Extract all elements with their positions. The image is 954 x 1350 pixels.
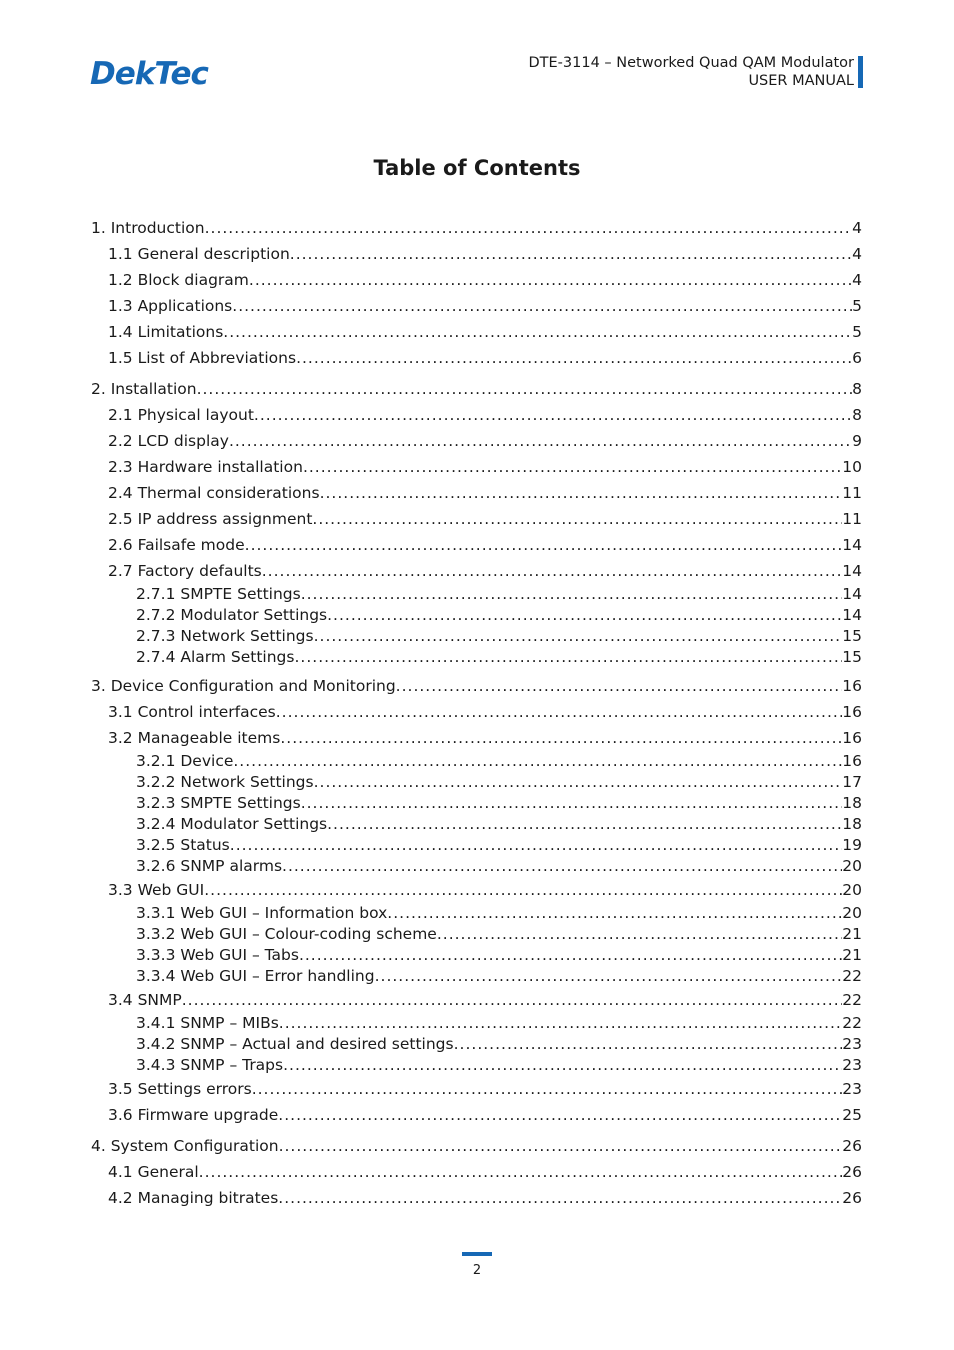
toc-entry-page: 14 <box>842 606 862 624</box>
toc-entry-title: 3.5 Settings errors <box>108 1080 252 1098</box>
toc-entry-page: 4 <box>852 245 862 263</box>
toc-entry-title: 3.3.3 Web GUI – Tabs <box>136 946 299 964</box>
header-product-line: DTE-3114 – Networked Quad QAM Modulator <box>528 55 854 71</box>
logo-text: DekTec <box>90 56 208 88</box>
toc-entry-title: 3.2.3 SMPTE Settings <box>136 794 301 812</box>
toc-entry-title: 2.6 Failsafe mode <box>108 536 245 554</box>
toc-entry-title: 3.4.1 SNMP – MIBs <box>136 1014 279 1032</box>
toc-entry-title: 3.6 Firmware upgrade <box>108 1106 279 1124</box>
toc-entry-level-1[interactable] <box>91 215 862 241</box>
dot-leader <box>327 814 842 835</box>
toc-entry-level-3[interactable] <box>91 856 862 877</box>
toc-entry-level-2[interactable] <box>91 428 862 454</box>
toc-entry-page: 5 <box>852 323 862 341</box>
toc-entry-page: 10 <box>842 458 862 476</box>
dot-leader <box>230 835 843 856</box>
toc-entry-level-3[interactable] <box>91 1013 862 1034</box>
dot-leader <box>375 966 843 987</box>
toc-entry-title: 3.4.3 SNMP – Traps <box>136 1056 284 1074</box>
toc-entry-page: 26 <box>842 1163 862 1181</box>
toc-entry-page: 4 <box>852 219 862 237</box>
toc-entry-level-2[interactable] <box>91 987 862 1013</box>
dot-leader <box>396 673 843 699</box>
toc-entry-title: 2.3 Hardware installation <box>108 458 303 476</box>
dot-leader <box>278 1185 842 1211</box>
dot-leader <box>303 454 842 480</box>
dot-leader <box>276 699 843 725</box>
toc-entry-level-2[interactable] <box>91 725 862 751</box>
toc-entry-level-2[interactable] <box>91 267 862 293</box>
toc-entry-title: 2.7.4 Alarm Settings <box>136 648 295 666</box>
toc-entry-level-2[interactable] <box>91 345 862 371</box>
toc-entry-title: 3.2.6 SNMP alarms <box>136 857 283 875</box>
toc-entry-page: 26 <box>842 1137 862 1155</box>
toc-entry-level-3[interactable] <box>91 814 862 835</box>
toc-entry-title: 4.1 General <box>108 1163 199 1181</box>
toc-entry-level-1[interactable] <box>91 673 862 699</box>
dot-leader <box>223 319 852 345</box>
toc-entry-level-3[interactable] <box>91 1034 862 1055</box>
toc-entry-level-2[interactable] <box>91 293 862 319</box>
dot-leader <box>199 1159 843 1185</box>
toc-entry-title: 3.4.2 SNMP – Actual and desired settings <box>136 1035 454 1053</box>
dot-leader <box>182 987 843 1013</box>
toc-entry-level-3[interactable] <box>91 1055 862 1076</box>
dot-leader <box>233 751 842 772</box>
header-manual-line: USER MANUAL <box>748 73 854 89</box>
toc-entry-page: 20 <box>842 904 862 922</box>
toc-entry-level-2[interactable] <box>91 241 862 267</box>
toc-entry-level-2[interactable] <box>91 1076 862 1102</box>
toc-entry-page: 14 <box>842 585 862 603</box>
toc-entry-title: 3.4 SNMP <box>108 991 182 1009</box>
dot-leader <box>229 428 852 454</box>
header-accent-bar <box>858 56 863 88</box>
toc-entry-page: 23 <box>842 1035 862 1053</box>
dot-leader <box>301 793 843 814</box>
toc-entry-level-2[interactable] <box>91 532 862 558</box>
toc-entry-page: 5 <box>852 297 862 315</box>
dot-leader <box>290 241 852 267</box>
dot-leader <box>282 856 842 877</box>
toc-entry-level-3[interactable] <box>91 924 862 945</box>
dot-leader <box>252 1076 843 1102</box>
toc-entry-title: 1.5 List of Abbreviations <box>108 349 297 367</box>
dot-leader <box>249 267 852 293</box>
dot-leader <box>278 1102 842 1128</box>
toc-entry-level-3[interactable] <box>91 835 862 856</box>
toc-entry-page: 14 <box>842 536 862 554</box>
toc-entry-title: 2. Installation <box>91 380 197 398</box>
toc-entry-title: 1.4 Limitations <box>108 323 224 341</box>
page-title: Table of Contents <box>373 156 581 180</box>
toc-entry-level-3[interactable] <box>91 903 862 924</box>
toc-entry-level-2[interactable] <box>91 1102 862 1128</box>
dektec-logo <box>90 56 220 88</box>
dot-leader <box>320 480 843 506</box>
toc-entry-title: 2.4 Thermal considerations <box>108 484 320 502</box>
toc-entry-page: 16 <box>842 703 862 721</box>
toc-entry-level-3[interactable] <box>91 751 862 772</box>
toc-entry-level-1[interactable] <box>91 376 862 402</box>
toc-entry-page: 6 <box>852 349 862 367</box>
toc-entry-title: 3.2.1 Device <box>136 752 234 770</box>
toc-entry-level-2[interactable] <box>91 1185 862 1211</box>
dot-leader <box>204 877 842 903</box>
footer-accent-bar <box>462 1252 492 1256</box>
toc-entry-page: 9 <box>852 432 862 450</box>
dot-leader <box>327 605 842 626</box>
toc-entry-title: 1.2 Block diagram <box>108 271 249 289</box>
toc-entry-page: 22 <box>842 967 862 985</box>
toc-entry-title: 1. Introduction <box>91 219 205 237</box>
toc-entry-level-2[interactable] <box>91 506 862 532</box>
dot-leader <box>454 1034 843 1055</box>
toc-entry-level-2[interactable] <box>91 877 862 903</box>
toc-entry-page: 8 <box>852 380 862 398</box>
toc-entry-page: 15 <box>842 627 862 645</box>
dot-leader <box>279 1013 842 1034</box>
toc-entry-level-2[interactable] <box>91 480 862 506</box>
toc-entry-page: 26 <box>842 1189 862 1207</box>
toc-entry-level-3[interactable] <box>91 772 862 793</box>
dot-leader <box>283 1055 842 1076</box>
toc-entry-level-2[interactable] <box>91 699 862 725</box>
toc-entry-level-2[interactable] <box>91 454 862 480</box>
toc-entry-page: 20 <box>842 881 862 899</box>
toc-entry-page: 22 <box>842 991 862 1009</box>
toc-entry-page: 16 <box>842 729 862 747</box>
toc-entry-title: 3.3.1 Web GUI – Information box <box>136 904 388 922</box>
dot-leader <box>314 772 843 793</box>
toc-entry-title: 2.7.2 Modulator Settings <box>136 606 328 624</box>
page-number: 2 <box>472 1263 482 1278</box>
toc-entry-title: 3.2.4 Modulator Settings <box>136 815 328 833</box>
toc-entry-page: 18 <box>842 794 862 812</box>
toc-entry-title: 3.3 Web GUI <box>108 881 205 899</box>
dot-leader <box>205 215 853 241</box>
dot-leader <box>254 402 852 428</box>
dot-leader <box>294 647 842 668</box>
toc-entry-title: 3.3.2 Web GUI – Colour-coding scheme <box>136 925 437 943</box>
dot-leader <box>314 626 843 647</box>
toc-entry-title: 3.2.2 Network Settings <box>136 773 314 791</box>
toc-entry-page: 25 <box>842 1106 862 1124</box>
toc-entry-title: 3.2 Manageable items <box>108 729 281 747</box>
dot-leader <box>232 293 852 319</box>
toc-entry-title: 3.1 Control interfaces <box>108 703 276 721</box>
toc-entry-page: 15 <box>842 648 862 666</box>
dot-leader <box>299 945 842 966</box>
toc-entry-page: 23 <box>842 1056 862 1074</box>
toc-entry-title: 3.2.5 Status <box>136 836 230 854</box>
dot-leader <box>312 506 842 532</box>
toc-entry-page: 14 <box>842 562 862 580</box>
toc-entry-page: 4 <box>852 271 862 289</box>
dot-leader <box>387 903 842 924</box>
toc-entry-level-2[interactable] <box>91 1159 862 1185</box>
dot-leader <box>279 1133 843 1159</box>
toc-entry-level-3[interactable] <box>91 584 862 605</box>
toc-entry-page: 17 <box>842 773 862 791</box>
toc-entry-page: 21 <box>842 946 862 964</box>
toc-entry-title: 2.2 LCD display <box>108 432 229 450</box>
toc-entry-title: 1.1 General description <box>108 245 290 263</box>
toc-entry-title: 2.5 IP address assignment <box>108 510 313 528</box>
toc-entry-level-3[interactable] <box>91 793 862 814</box>
toc-entry-level-2[interactable] <box>91 402 862 428</box>
toc-entry-level-1[interactable] <box>91 1133 862 1159</box>
toc-entry-level-3[interactable] <box>91 605 862 626</box>
table-of-contents <box>91 210 862 1211</box>
dot-leader <box>262 558 843 584</box>
toc-entry-page: 18 <box>842 815 862 833</box>
toc-entry-level-2[interactable] <box>91 319 862 345</box>
toc-entry-page: 11 <box>842 484 862 502</box>
dot-leader <box>301 584 843 605</box>
toc-entry-title: 1.3 Applications <box>108 297 233 315</box>
toc-entry-title: 2.1 Physical layout <box>108 406 254 424</box>
toc-entry-title: 2.7.1 SMPTE Settings <box>136 585 301 603</box>
dot-leader <box>245 532 843 558</box>
dot-leader <box>437 924 842 945</box>
toc-entry-page: 16 <box>842 677 862 695</box>
toc-entry-page: 8 <box>852 406 862 424</box>
toc-entry-title: 2.7 Factory defaults <box>108 562 262 580</box>
toc-entry-level-3[interactable] <box>91 647 862 668</box>
toc-entry-level-2[interactable] <box>91 558 862 584</box>
toc-entry-page: 20 <box>842 857 862 875</box>
toc-entry-level-3[interactable] <box>91 945 862 966</box>
toc-entry-page: 16 <box>842 752 862 770</box>
toc-entry-title: 4.2 Managing bitrates <box>108 1189 279 1207</box>
toc-entry-title: 3. Device Configuration and Monitoring <box>91 677 396 695</box>
dot-leader <box>296 345 852 371</box>
toc-entry-page: 23 <box>842 1080 862 1098</box>
toc-entry-title: 4. System Configuration <box>91 1137 279 1155</box>
toc-entry-page: 21 <box>842 925 862 943</box>
dot-leader <box>280 725 842 751</box>
toc-entry-page: 19 <box>842 836 862 854</box>
toc-entry-title: 2.7.3 Network Settings <box>136 627 314 645</box>
toc-entry-level-3[interactable] <box>91 626 862 647</box>
document-header <box>528 54 854 90</box>
toc-entry-page: 11 <box>842 510 862 528</box>
toc-entry-title: 3.3.4 Web GUI – Error handling <box>136 967 375 985</box>
dot-leader <box>197 376 853 402</box>
toc-entry-page: 22 <box>842 1014 862 1032</box>
toc-entry-level-3[interactable] <box>91 966 862 987</box>
